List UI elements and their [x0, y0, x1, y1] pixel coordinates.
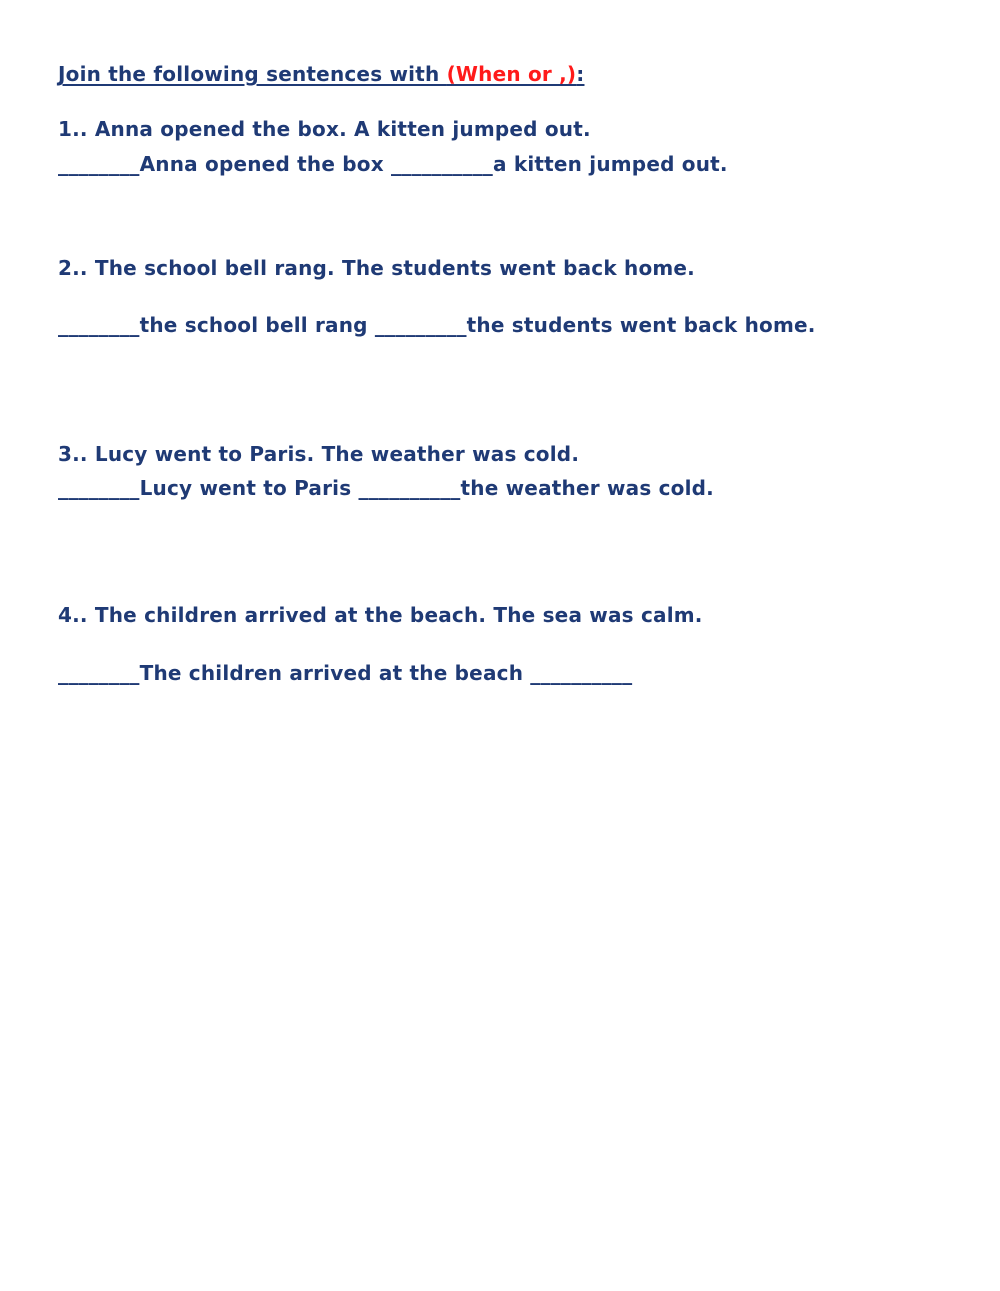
instruction-suffix: :	[576, 62, 585, 86]
question-2-answer-line[interactable]: ________the school bell rang _________the students went back home.	[58, 313, 816, 337]
question-2-prompt: 2.. The school bell rang. The students went back home.	[58, 256, 695, 280]
instruction-prefix: Join the following sentences with	[58, 62, 447, 86]
question-4-prompt: 4.. The children arrived at the beach. The sea was calm.	[58, 603, 703, 627]
worksheet-instruction	[58, 62, 584, 86]
question-4-answer-line[interactable]: ________The children arrived at the beach __________	[58, 661, 633, 685]
instruction-highlight: (When or ,)	[446, 62, 577, 86]
question-3-prompt: 3.. Lucy went to Paris. The weather was cold.	[58, 442, 580, 466]
question-1-answer-line[interactable]: ________Anna opened the box __________a kitten jumped out.	[58, 152, 728, 176]
question-1-prompt: 1.. Anna opened the box. A kitten jumped out.	[58, 117, 591, 141]
question-3-answer-line[interactable]: ________Lucy went to Paris __________the weather was cold.	[58, 476, 714, 500]
